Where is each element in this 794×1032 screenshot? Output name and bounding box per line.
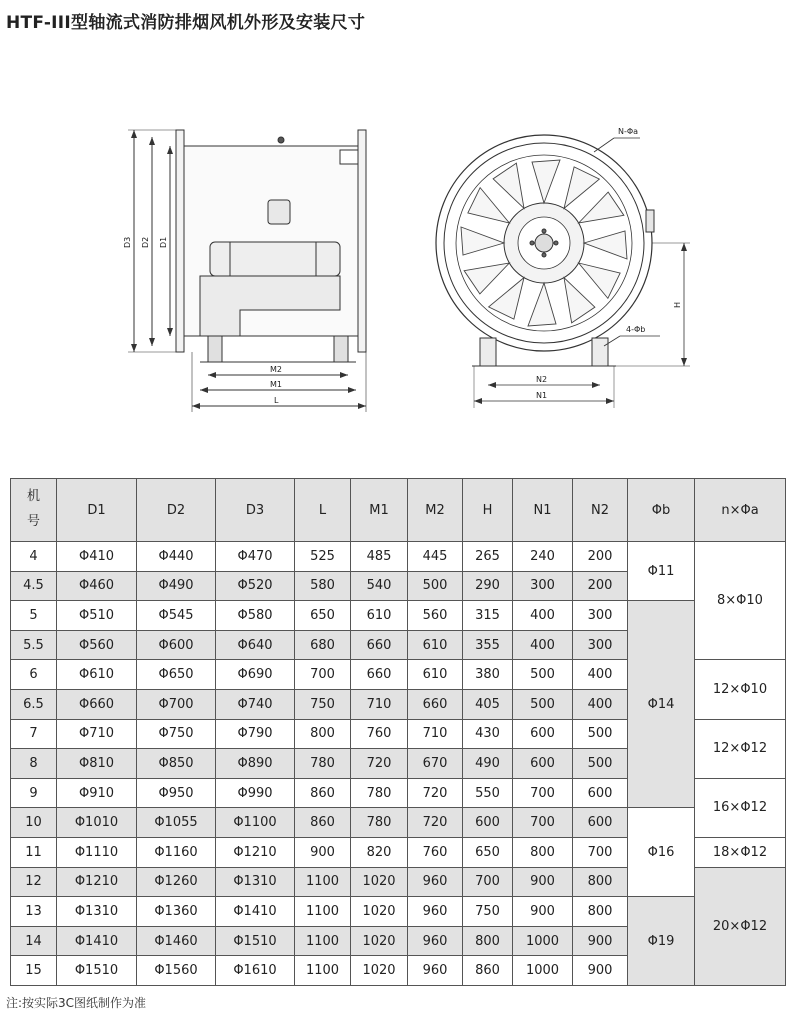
table-cell: 710 xyxy=(351,689,408,719)
table-row xyxy=(11,808,786,838)
table-cell: 700 xyxy=(573,837,628,867)
table-header-cell: n×Φa xyxy=(695,479,786,542)
n-phi-a-cell: 12×Φ12 xyxy=(695,719,786,778)
table-cell: Φ1055 xyxy=(137,808,216,838)
table-cell: Φ460 xyxy=(57,571,137,601)
table-header-cell: M2 xyxy=(408,479,463,542)
table-cell: 550 xyxy=(463,778,513,808)
table-cell: Φ990 xyxy=(216,778,295,808)
table-cell: 580 xyxy=(295,571,351,601)
table-cell: Φ1260 xyxy=(137,867,216,897)
table-cell: 1100 xyxy=(295,867,351,897)
table-cell: 10 xyxy=(11,808,57,838)
side-view xyxy=(128,130,366,412)
table-cell: 5.5 xyxy=(11,630,57,660)
table-cell: 14 xyxy=(11,926,57,956)
table-cell: 300 xyxy=(573,601,628,631)
label-n2: N2 xyxy=(536,375,548,384)
table-cell: Φ710 xyxy=(57,719,137,749)
table-cell: 240 xyxy=(513,542,573,572)
table-cell: Φ1210 xyxy=(57,867,137,897)
table-cell: 315 xyxy=(463,601,513,631)
label-m1: M1 xyxy=(270,380,282,389)
table-cell: 400 xyxy=(573,660,628,690)
table-cell: Φ490 xyxy=(137,571,216,601)
table-cell: 1020 xyxy=(351,897,408,927)
table-cell: Φ1210 xyxy=(216,837,295,867)
table-cell: Φ1410 xyxy=(57,926,137,956)
table-cell: Φ470 xyxy=(216,542,295,572)
table-cell: 780 xyxy=(351,808,408,838)
label-n1: N1 xyxy=(536,391,548,400)
table-cell: Φ810 xyxy=(57,749,137,779)
table-cell: Φ740 xyxy=(216,689,295,719)
table-cell: 800 xyxy=(295,719,351,749)
table-cell: 720 xyxy=(408,808,463,838)
table-cell: 650 xyxy=(295,601,351,631)
phi-b-cell: Φ14 xyxy=(628,601,695,808)
table-cell: 300 xyxy=(513,571,573,601)
table-cell: 960 xyxy=(408,867,463,897)
table-header-cell: Φb xyxy=(628,479,695,542)
table-cell: 860 xyxy=(295,778,351,808)
table-cell: 900 xyxy=(573,926,628,956)
table-cell: 900 xyxy=(513,897,573,927)
label-4-phi-b: 4-Φb xyxy=(626,325,646,334)
table-cell: Φ660 xyxy=(57,689,137,719)
table-row xyxy=(11,601,786,631)
table-cell: 900 xyxy=(573,956,628,986)
n-phi-a-cell: 20×Φ12 xyxy=(695,867,786,985)
table-cell: Φ1560 xyxy=(137,956,216,986)
table-cell: Φ1460 xyxy=(137,926,216,956)
table-cell: 960 xyxy=(408,897,463,927)
table-cell: 680 xyxy=(295,630,351,660)
table-cell: 300 xyxy=(573,630,628,660)
table-cell: 670 xyxy=(408,749,463,779)
table-cell: 1000 xyxy=(513,956,573,986)
table-cell: Φ1410 xyxy=(216,897,295,927)
table-cell: 12 xyxy=(11,867,57,897)
table-cell: 400 xyxy=(513,601,573,631)
table-row xyxy=(11,897,786,927)
table-cell: Φ890 xyxy=(216,749,295,779)
table-cell: Φ610 xyxy=(57,660,137,690)
table-header-cell: N1 xyxy=(513,479,573,542)
table-cell: Φ850 xyxy=(137,749,216,779)
table-cell: Φ650 xyxy=(137,660,216,690)
table-cell: 4.5 xyxy=(11,571,57,601)
table-cell: Φ1110 xyxy=(57,837,137,867)
table-header-cell: H xyxy=(463,479,513,542)
table-cell: 200 xyxy=(573,542,628,572)
table-cell: 660 xyxy=(351,630,408,660)
table-cell: Φ1010 xyxy=(57,808,137,838)
table-cell: 860 xyxy=(463,956,513,986)
table-header-cell: N2 xyxy=(573,479,628,542)
table-cell: 6.5 xyxy=(11,689,57,719)
table-cell: 540 xyxy=(351,571,408,601)
table-cell: 490 xyxy=(463,749,513,779)
label-h: H xyxy=(673,301,682,308)
table-cell: 650 xyxy=(463,837,513,867)
table-cell: Φ1160 xyxy=(137,837,216,867)
table-cell: 355 xyxy=(463,630,513,660)
table-cell: 700 xyxy=(513,808,573,838)
table-cell: Φ640 xyxy=(216,630,295,660)
n-phi-a-cell: 18×Φ12 xyxy=(695,837,786,867)
table-cell: 9 xyxy=(11,778,57,808)
table-cell: 600 xyxy=(513,749,573,779)
table-cell: 8 xyxy=(11,749,57,779)
table-cell: 900 xyxy=(295,837,351,867)
table-cell: Φ1510 xyxy=(57,956,137,986)
table-cell: 610 xyxy=(408,660,463,690)
table-cell: 900 xyxy=(513,867,573,897)
table-cell: 780 xyxy=(295,749,351,779)
table-cell: 800 xyxy=(573,897,628,927)
table-cell: 1100 xyxy=(295,926,351,956)
table-cell: 405 xyxy=(463,689,513,719)
table-cell: 860 xyxy=(295,808,351,838)
table-cell: 6 xyxy=(11,660,57,690)
table-cell: 600 xyxy=(513,719,573,749)
table-header-row xyxy=(11,479,786,542)
table-cell: Φ1100 xyxy=(216,808,295,838)
table-cell: 1020 xyxy=(351,926,408,956)
table-cell: Φ1510 xyxy=(216,926,295,956)
table-header-cell: D3 xyxy=(216,479,295,542)
table-cell: 800 xyxy=(573,867,628,897)
n-phi-a-cell: 16×Φ12 xyxy=(695,778,786,837)
table-cell: 700 xyxy=(513,778,573,808)
table-cell: Φ440 xyxy=(137,542,216,572)
table-cell: 660 xyxy=(408,689,463,719)
table-cell: 720 xyxy=(408,778,463,808)
spec-table xyxy=(10,478,786,986)
table-cell: 400 xyxy=(513,630,573,660)
table-cell: 960 xyxy=(408,956,463,986)
table-cell: 500 xyxy=(513,689,573,719)
label-d1: D1 xyxy=(159,236,168,248)
table-cell: 800 xyxy=(463,926,513,956)
table-cell: 500 xyxy=(408,571,463,601)
table-cell: 600 xyxy=(463,808,513,838)
table-cell: 1020 xyxy=(351,956,408,986)
table-cell: 11 xyxy=(11,837,57,867)
table-cell: 780 xyxy=(351,778,408,808)
table-header-cell: D1 xyxy=(57,479,137,542)
table-cell: 820 xyxy=(351,837,408,867)
table-cell: 7 xyxy=(11,719,57,749)
table-cell: 610 xyxy=(351,601,408,631)
table-cell: 800 xyxy=(513,837,573,867)
table-cell: Φ410 xyxy=(57,542,137,572)
fan-drawing xyxy=(0,0,794,470)
label-d3: D3 xyxy=(123,236,132,248)
table-cell: 760 xyxy=(351,719,408,749)
table-cell: 445 xyxy=(408,542,463,572)
table-cell: 610 xyxy=(408,630,463,660)
phi-b-cell: Φ11 xyxy=(628,542,695,601)
table-cell: 760 xyxy=(408,837,463,867)
table-cell: 700 xyxy=(295,660,351,690)
table-cell: 700 xyxy=(463,867,513,897)
page-title: HTF-III型轴流式消防排烟风机外形及安装尺寸 xyxy=(6,13,366,33)
table-cell: 5 xyxy=(11,601,57,631)
table-cell: 660 xyxy=(351,660,408,690)
table-cell: 290 xyxy=(463,571,513,601)
table-cell: 485 xyxy=(351,542,408,572)
table-cell: Φ545 xyxy=(137,601,216,631)
table-cell: 710 xyxy=(408,719,463,749)
table-cell: 525 xyxy=(295,542,351,572)
table-row xyxy=(11,542,786,572)
table-cell: Φ580 xyxy=(216,601,295,631)
table-cell: 400 xyxy=(573,689,628,719)
label-m2: M2 xyxy=(270,365,282,374)
table-cell: 1000 xyxy=(513,926,573,956)
table-cell: Φ750 xyxy=(137,719,216,749)
label-n-phi-a: N-Φa xyxy=(618,127,639,136)
table-cell: 750 xyxy=(295,689,351,719)
table-cell: 500 xyxy=(573,749,628,779)
table-cell: 1100 xyxy=(295,897,351,927)
table-header-cell: D2 xyxy=(137,479,216,542)
table-cell: Φ690 xyxy=(216,660,295,690)
table-cell: 600 xyxy=(573,778,628,808)
table-cell: Φ560 xyxy=(57,630,137,660)
n-phi-a-cell: 8×Φ10 xyxy=(695,542,786,660)
table-cell: 560 xyxy=(408,601,463,631)
phi-b-cell: Φ19 xyxy=(628,897,695,986)
table-header-cell: 机 号 xyxy=(11,479,57,542)
table-cell: Φ600 xyxy=(137,630,216,660)
table-cell: 500 xyxy=(513,660,573,690)
table-cell: 200 xyxy=(573,571,628,601)
table-cell: 430 xyxy=(463,719,513,749)
table-cell: 750 xyxy=(463,897,513,927)
table-cell: 13 xyxy=(11,897,57,927)
table-header-cell: M1 xyxy=(351,479,408,542)
table-cell: 265 xyxy=(463,542,513,572)
label-l: L xyxy=(274,396,279,405)
table-cell: 960 xyxy=(408,926,463,956)
table-cell: Φ910 xyxy=(57,778,137,808)
table-cell: 1020 xyxy=(351,867,408,897)
table-cell: Φ1310 xyxy=(216,867,295,897)
footnote: 注:按实际3C图纸制作为准 xyxy=(6,996,147,1010)
table-cell: Φ700 xyxy=(137,689,216,719)
table-cell: Φ510 xyxy=(57,601,137,631)
table-cell: 4 xyxy=(11,542,57,572)
table-cell: Φ520 xyxy=(216,571,295,601)
table-cell: Φ950 xyxy=(137,778,216,808)
table-cell: 15 xyxy=(11,956,57,986)
table-cell: Φ790 xyxy=(216,719,295,749)
table-cell: Φ1360 xyxy=(137,897,216,927)
table-cell: 600 xyxy=(573,808,628,838)
label-d2: D2 xyxy=(141,236,150,248)
n-phi-a-cell: 12×Φ10 xyxy=(695,660,786,719)
table-cell: Φ1610 xyxy=(216,956,295,986)
table-cell: 380 xyxy=(463,660,513,690)
table-cell: 500 xyxy=(573,719,628,749)
table-cell: 1100 xyxy=(295,956,351,986)
table-cell: Φ1310 xyxy=(57,897,137,927)
phi-b-cell: Φ16 xyxy=(628,808,695,897)
table-header-cell: L xyxy=(295,479,351,542)
table-cell: 720 xyxy=(351,749,408,779)
